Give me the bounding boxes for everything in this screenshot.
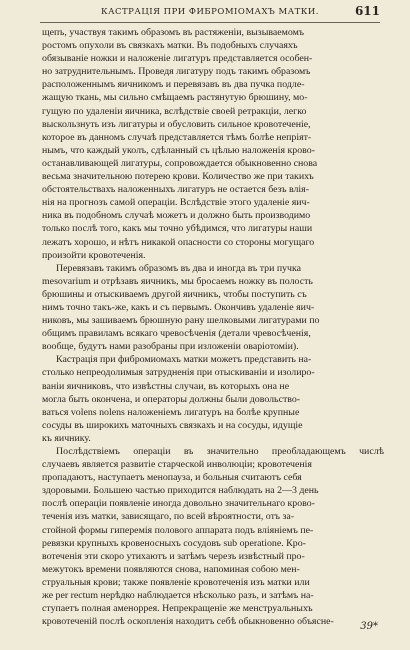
page-number: 611 — [354, 4, 380, 18]
text-line: жащую ткань, мы сильно смѣщаемъ растянутую брюшину, мо- — [42, 92, 308, 104]
text-line: нимъ точно такъ-же, какъ и съ первымъ. Окончивъ удаленіе яич- — [42, 301, 315, 313]
text-body — [42, 26, 384, 628]
text-line: брюшины и отыскиваемъ другой яичникъ, чтобы поступить съ — [42, 288, 307, 300]
running-header — [40, 4, 380, 23]
text-line: ваніи яичниковъ, что извѣстны случаи, въ которыхъ она не — [42, 380, 290, 392]
text-line: здоровыми. Большею частью приходится наблюдать на 2—3 день — [42, 485, 319, 497]
paragraph — [42, 353, 384, 445]
text-line: лежатъ хорошо, и нѣтъ никакой опасности со стороны могущаго — [42, 236, 315, 248]
text-line: ступаетъ полная аменоррея. Непрекращеніе же менструальныхъ — [42, 603, 313, 615]
text-line: вообще, будутъ нами разобраны при изложеніи оваріотоміи). — [42, 341, 299, 353]
text-line: могла быть окончена, и операторы должны были довольство- — [42, 393, 301, 405]
text-line: расположеннымъ яичникомъ и перевязавъ въ два пучка подле- — [42, 79, 305, 91]
text-line: ростомъ опухоли въ связкахъ матки. Въ подобныхъ случаяхъ — [42, 40, 298, 52]
text-line: теченія изъ матки, зависящаго, по всей вѣроятности, отъ за- — [42, 511, 295, 523]
text-line: нымъ, что каждый уколъ, сдѣланный съ цѣлью наложенія крово- — [42, 144, 315, 156]
text-line: къ яичнику. — [42, 432, 91, 444]
running-title: КАСТРАЦІЯ ПРИ ФИБРОМІОМАХЪ МАТКИ. — [100, 7, 319, 17]
text-line: никовъ, мы зашиваемъ брюшную рану шелковыми лигатурами по — [42, 315, 320, 327]
text-line: Кастрація при фибромиомахъ матки можетъ представить на- — [56, 354, 312, 366]
text-line: которое въ данномъ случаѣ представляется тѣмъ болѣе непріят- — [42, 131, 312, 143]
text-line: останавливающей лигатуры, сопровождается обыкновенно снова — [42, 157, 318, 169]
text-line: обстоятельствахъ наложенныхъ лигатуръ не остается безъ влія- — [42, 184, 309, 196]
text-line: послѣ операціи появленіе иногда довольно значительнаго крово- — [42, 498, 315, 510]
paragraph — [42, 445, 384, 628]
text-line: ваться volens nolens наложеніемъ лигатуръ на болѣе крупные — [42, 406, 300, 418]
text-line: Послѣдствіемъ операціи въ значительно преобладающемъ числѣ — [56, 446, 384, 457]
text-line: пропадаютъ, наступаетъ менопауза, и больныя считаютъ себя — [42, 472, 302, 484]
signature-mark: 39* — [360, 621, 378, 632]
text-line: выскользнуть изъ лигатуры и обусловить сильное кровотеченіе, — [42, 118, 311, 130]
text-line: Перевязавъ такимъ образомъ въ два и иногда въ три пучка — [56, 262, 302, 274]
text-line: сосуды въ широкихъ маточныхъ связкахъ и на сосуды, идущіе — [42, 419, 303, 431]
text-line: mesovarium и отрѣзавъ яичникъ, мы бросаемъ ножку въ полость — [42, 275, 313, 287]
text-line: межутокъ времени появляются снова, напоминая собою мен- — [42, 563, 300, 575]
text-line: щепъ, участвуя такимъ образомъ въ растяженіи, вызываемомъ — [42, 27, 304, 38]
text-line: произойти кровотеченія. — [42, 249, 146, 261]
text-line: но затруднительнымъ. Проведя лигатуру подъ такимъ образомъ — [42, 66, 311, 78]
paragraph — [42, 262, 384, 354]
text-line: обязываніе ножки и наложеніе лигатуръ представляется особен- — [42, 53, 313, 65]
text-line: только послѣ того, какъ мы точно убѣдимся, что лигатуры наши — [42, 223, 313, 235]
text-line: весьма значительною потерею крови. Количество же при такихъ — [42, 171, 314, 183]
text-line: струальныя крови; также появленіе кровотеченія изъ матки или — [42, 576, 310, 588]
paragraph — [42, 26, 384, 262]
text-line: ника въ подобномъ случаѣ можетъ и должно быть производимо — [42, 210, 311, 222]
text-line: столько непреодолимыя затрудненія при отыскиваніи и изолиро- — [42, 367, 315, 379]
text-line: общимъ правиламъ всякаго чревосѣченія (детали чревосѣченія, — [42, 328, 311, 340]
text-line: кровотеченій послѣ оскопленія находитъ себѣ обыкновенно объясне- — [42, 616, 334, 628]
text-line: нія на прогнозъ самой операціи. Вслѣдствіе этого удаленіе яич- — [42, 197, 310, 209]
text-line: гущую по удаленіи яичника, вслѣдствіе своей ретракціи, легко — [42, 105, 307, 117]
text-line: случаевъ является развитіе старческой инволюціи; кровотеченія — [42, 459, 312, 471]
text-line: стойной формы гиперемія полового аппарата подъ вліяніемъ пе- — [42, 524, 314, 536]
text-line: же per rectum нерѣдко наблюдается нѣсколько разъ, и затѣмъ на- — [42, 590, 314, 602]
text-line: ревязки крупныхъ кровеносныхъ сосудовъ sub operatione. Кро- — [42, 537, 306, 549]
text-line: вотеченія эти скоро утихаютъ и затѣмъ черезъ извѣстный про- — [42, 550, 305, 562]
